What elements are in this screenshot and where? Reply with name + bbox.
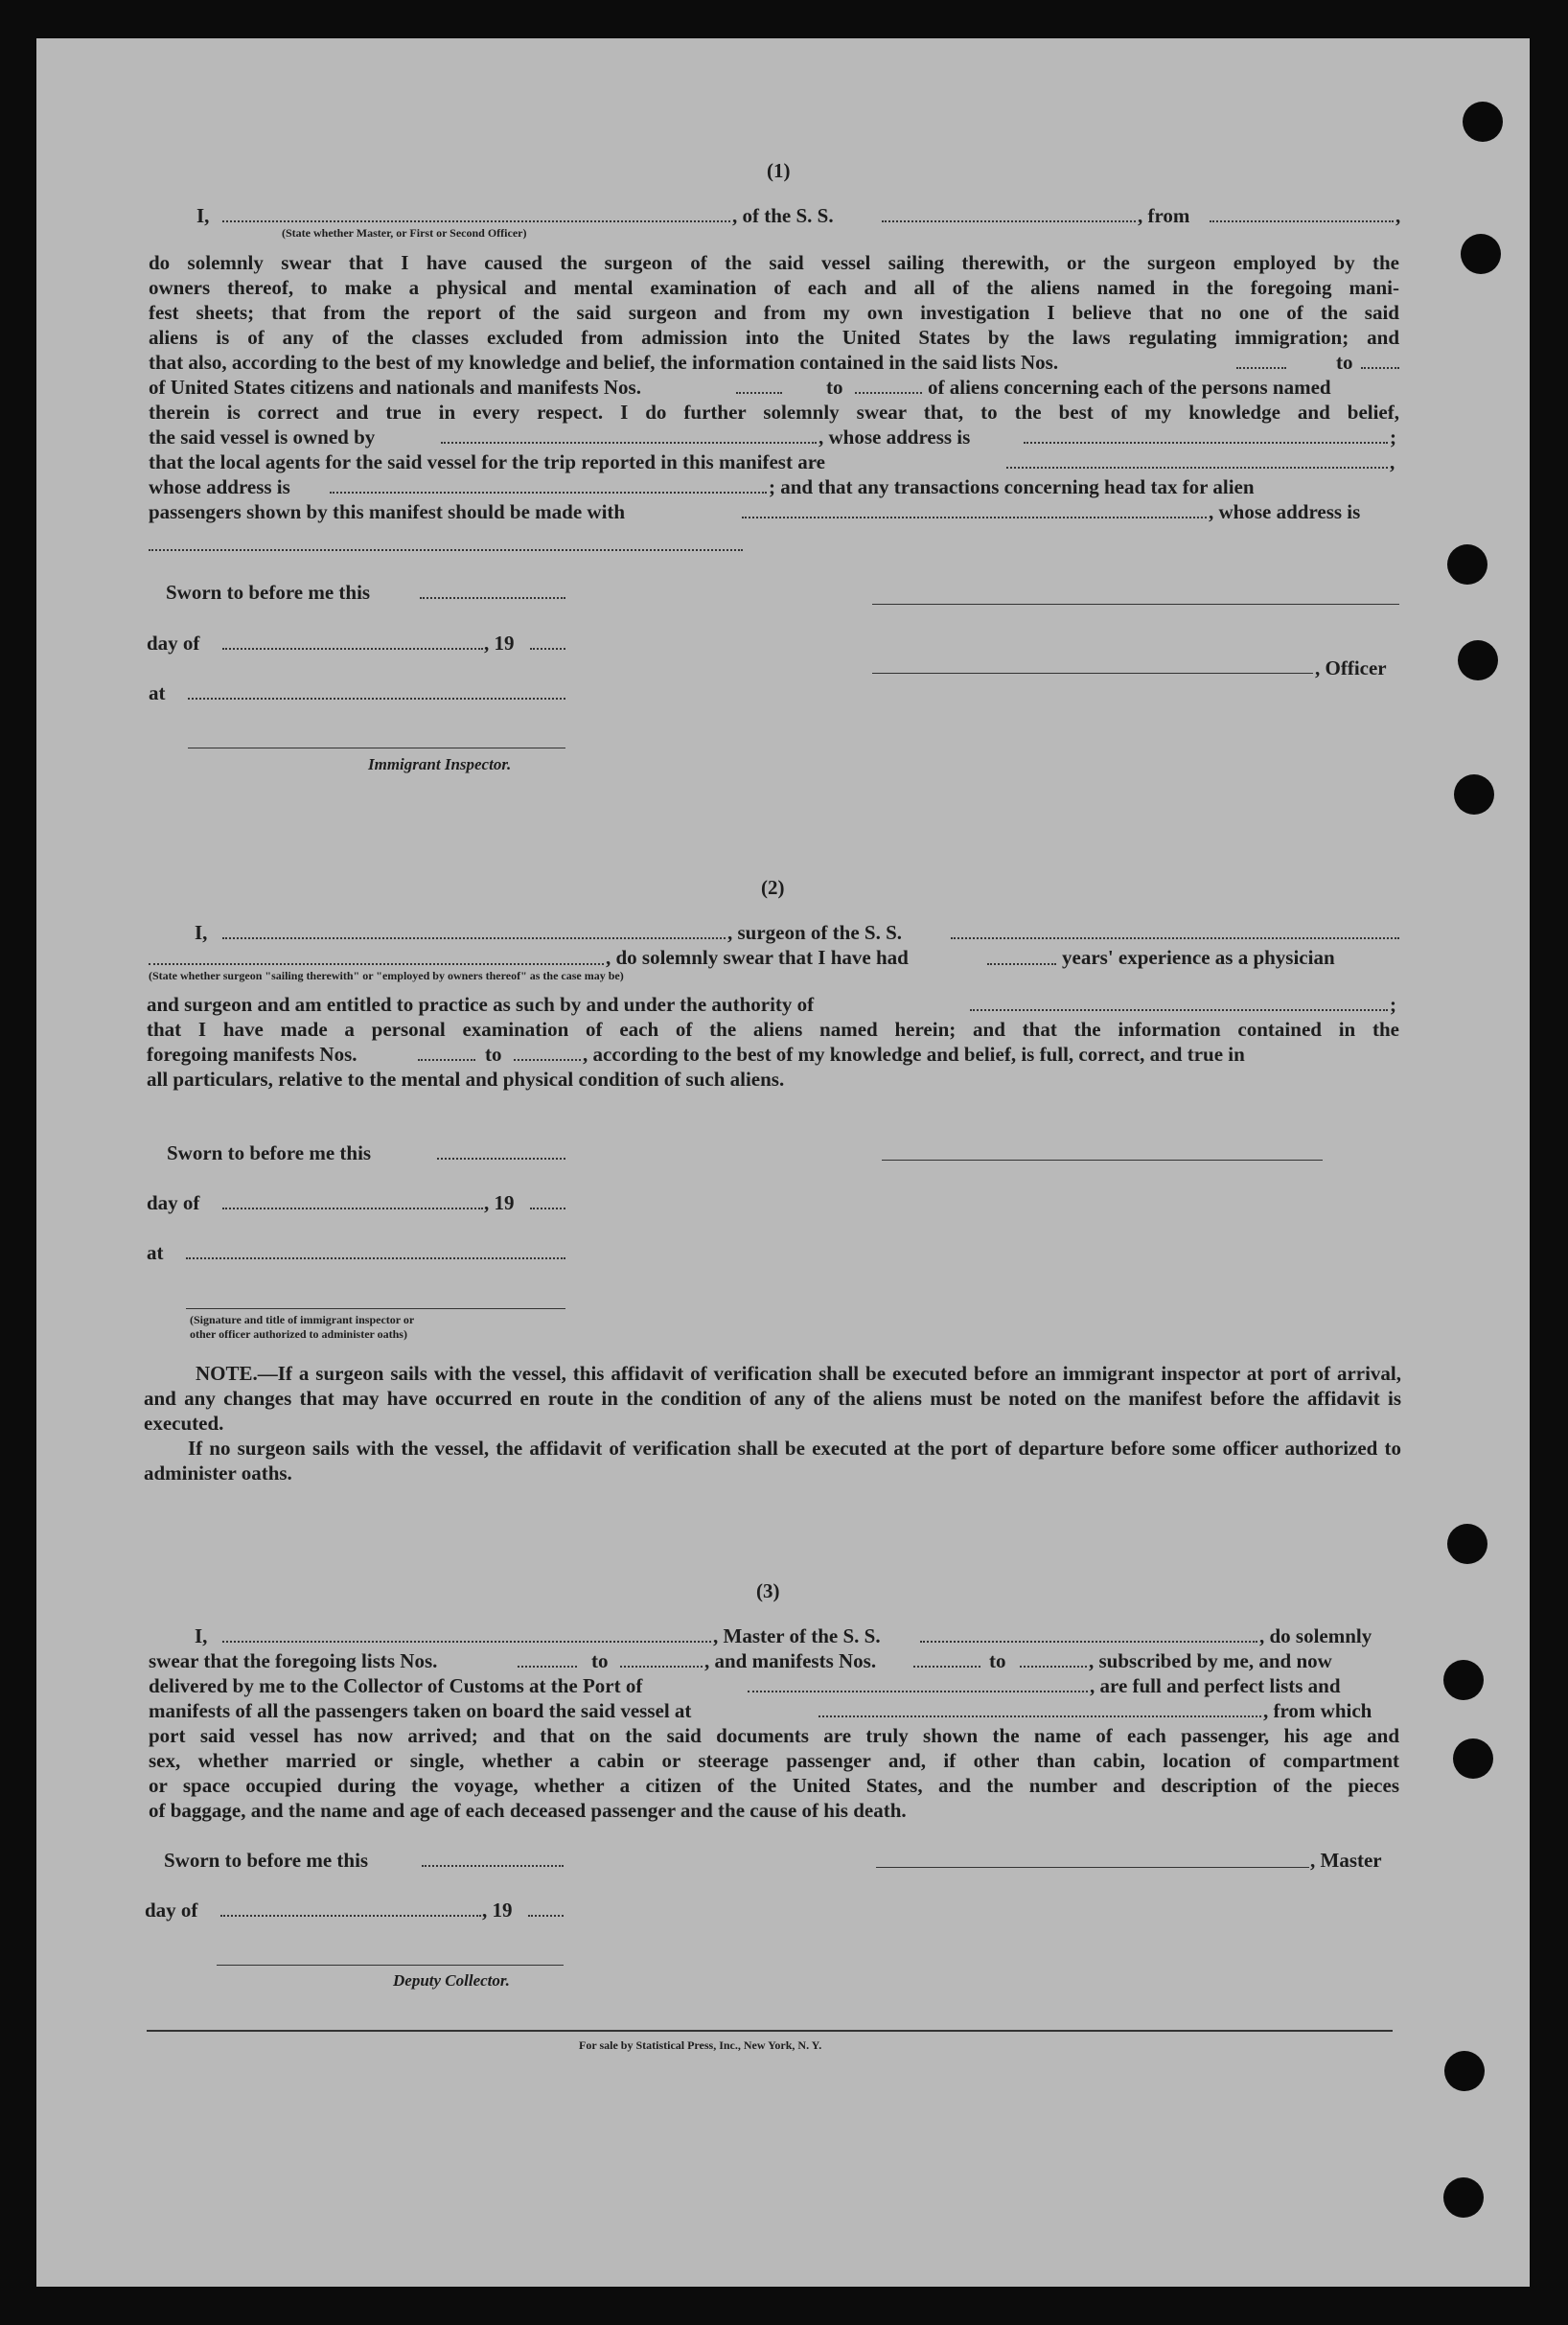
s1-owner-address-blank bbox=[1024, 442, 1388, 444]
s1-line-passengers-end: , whose address is bbox=[1209, 500, 1361, 523]
s3-lists-to-blank bbox=[620, 1666, 703, 1668]
s1-lists-from-blank bbox=[1236, 367, 1286, 369]
s1-sworn: Sworn to before me this bbox=[166, 581, 371, 604]
s3-line3-a: delivered by me to the Collector of Customs at the Port of bbox=[149, 1674, 643, 1697]
s3-line2-to1: to bbox=[591, 1649, 609, 1672]
s3-line-b: sex, whether married or single, whether a cabin or steerage passenger and, if other than cabin, location of compartment bbox=[149, 1749, 1399, 1772]
section-1-heading: (1) bbox=[767, 159, 791, 182]
punch-hole-8 bbox=[1453, 1738, 1493, 1779]
s1-line-c: fest sheets; that from the report of the said surgeon and from my own investigation I believe that no one of the said bbox=[149, 301, 1399, 324]
s1-agents-blank bbox=[1006, 467, 1388, 469]
s1-sworn-blank bbox=[420, 597, 565, 599]
s2-line1-i: I, bbox=[195, 921, 208, 944]
s1-line-lists: that also, according to the best of my knowledge and belief, the information contained in the said lists Nos. bbox=[149, 351, 1059, 374]
s1-line-passengers: passengers shown by this manifest should be made with bbox=[149, 500, 626, 523]
s3-sworn: Sworn to before me this bbox=[164, 1849, 369, 1872]
s2-inspector-line bbox=[186, 1308, 565, 1309]
s3-master: , Master bbox=[1310, 1849, 1382, 1872]
punch-hole-5 bbox=[1454, 774, 1494, 815]
s1-caption-master: (State whether Master, or First or Second Officer) bbox=[282, 226, 527, 240]
s2-manifests-from-blank bbox=[418, 1059, 475, 1061]
s1-line-owned-end: ; bbox=[1390, 426, 1396, 449]
s3-manifests-to-blank bbox=[1020, 1666, 1087, 1668]
s3-line2-a: swear that the foregoing lists Nos. bbox=[149, 1649, 438, 1672]
s1-line-d: aliens is of any of the classes excluded from admission into the United States by the laws regulating immigration; and bbox=[149, 326, 1399, 349]
s2-day-of: day of bbox=[147, 1191, 200, 1214]
s1-line-whose-end: ; and that any transactions concerning head tax for alien bbox=[769, 475, 1255, 498]
s1-line-agents: that the local agents for the said vessel for the trip reported in this manifest are bbox=[149, 450, 825, 473]
s1-lists-to-blank bbox=[1361, 367, 1399, 369]
s2-line6: all particulars, relative to the mental and physical condition of such aliens. bbox=[147, 1068, 785, 1091]
s2-year-blank bbox=[530, 1208, 565, 1209]
s3-line2-b: , and manifests Nos. bbox=[704, 1649, 877, 1672]
s2-signature-line bbox=[882, 1160, 1323, 1161]
s2-at-blank bbox=[186, 1257, 565, 1259]
s2-sworn-blank bbox=[437, 1158, 565, 1160]
s1-line1-i: I, bbox=[196, 204, 210, 227]
s1-agents-address-blank bbox=[330, 492, 767, 494]
s2-sailing-blank bbox=[149, 963, 604, 965]
s3-vessel-blank bbox=[920, 1641, 1257, 1643]
s3-line-c: or space occupied during the voyage, whether a citizen of the United States, and the number and description of the pieces bbox=[149, 1774, 1399, 1797]
s2-day-blank bbox=[222, 1208, 483, 1209]
s2-line4: that I have made a personal examination of each of the aliens named herein; and that the information contained in the bbox=[147, 1018, 1399, 1041]
s2-line2-years: years' experience as a physician bbox=[1062, 946, 1335, 969]
s3-day-blank bbox=[220, 1915, 481, 1917]
s1-line-lists-to: to bbox=[1336, 351, 1353, 374]
s1-owner-blank bbox=[441, 442, 817, 444]
s1-day-of: day of bbox=[147, 632, 200, 655]
s3-line2-to2: to bbox=[989, 1649, 1006, 1672]
s2-caption-sig-1: (Signature and title of immigrant inspector or bbox=[190, 1313, 415, 1326]
s3-line-a: port said vessel has now arrived; and that on the said documents are truly shown the name of each passenger, his age and bbox=[149, 1724, 1399, 1747]
s1-line1-comma: , bbox=[1395, 204, 1401, 227]
s3-line1-end: , do solemnly bbox=[1259, 1624, 1372, 1647]
s3-collector-line bbox=[217, 1965, 564, 1966]
s1-vessel-blank bbox=[882, 220, 1136, 222]
s3-line2-c: , subscribed by me, and now bbox=[1089, 1649, 1332, 1672]
s3-sworn-blank bbox=[422, 1865, 564, 1867]
s1-manifests-to-blank bbox=[855, 392, 922, 394]
s3-year-blank bbox=[528, 1915, 564, 1917]
s1-year: , 19 bbox=[484, 632, 515, 655]
s3-year: , 19 bbox=[482, 1899, 513, 1922]
s3-port-blank bbox=[748, 1691, 1088, 1692]
s1-day-blank bbox=[222, 648, 483, 650]
s2-line5-to: to bbox=[485, 1043, 502, 1066]
s2-manifests-to-blank bbox=[514, 1059, 581, 1061]
s2-note-1: NOTE.—If a surgeon sails with the vessel, this affidavit of verification shall be executed before an immigrant inspector at port of arrival, and any changes that may have occurred en route in the condition of any of the aliens must be noted on the manifest before the affidavit is executed. bbox=[144, 1362, 1401, 1435]
punch-hole-10 bbox=[1443, 2177, 1484, 2218]
s1-inspector: Immigrant Inspector. bbox=[368, 755, 512, 773]
s2-year: , 19 bbox=[484, 1191, 515, 1214]
s3-line3-b: , are full and perfect lists and bbox=[1090, 1674, 1341, 1697]
s1-officer-line bbox=[872, 673, 1313, 674]
s3-manifests-from-blank bbox=[913, 1666, 980, 1668]
s1-line-whose: whose address is bbox=[149, 475, 290, 498]
s2-line2-swear: , do solemnly swear that I have had bbox=[606, 946, 909, 969]
section-2-heading: (2) bbox=[761, 876, 785, 899]
s2-at: at bbox=[147, 1241, 164, 1264]
s2-years-blank bbox=[987, 963, 1056, 965]
s2-line5-a: foregoing manifests Nos. bbox=[147, 1043, 357, 1066]
s3-line4-b: , from which bbox=[1263, 1699, 1372, 1722]
s3-last-line: of baggage, and the name and age of each deceased passenger and the cause of his death. bbox=[149, 1799, 907, 1822]
s1-signature-line bbox=[872, 604, 1399, 605]
s3-line4-a: manifests of all the passengers taken on board the said vessel at bbox=[149, 1699, 692, 1722]
s1-at-blank bbox=[188, 698, 565, 700]
s1-line-a: do solemnly swear that I have caused the surgeon of the said vessel sailing therewith, or the surgeon employed by the bbox=[149, 251, 1399, 274]
s2-sworn: Sworn to before me this bbox=[167, 1141, 372, 1164]
s3-master-signature-line bbox=[876, 1867, 1309, 1868]
punch-hole-9 bbox=[1444, 2051, 1485, 2091]
s2-authority-blank bbox=[970, 1009, 1388, 1011]
punch-hole-2 bbox=[1461, 234, 1501, 274]
s2-caption-surgeon: (State whether surgeon "sailing therewith" or "employed by owners thereof" as the case may be) bbox=[149, 969, 624, 982]
s2-surgeon-name-blank bbox=[222, 937, 726, 939]
s1-line-citizens-to: to bbox=[826, 376, 843, 399]
s1-line-owned-addr: , whose address is bbox=[819, 426, 971, 449]
s2-line3: and surgeon and am entitled to practice as such by and under the authority of bbox=[147, 993, 815, 1016]
s1-officer: , Officer bbox=[1315, 656, 1387, 679]
s3-line1-master: , Master of the S. S. bbox=[713, 1624, 881, 1647]
s1-headtax-blank bbox=[742, 517, 1207, 518]
s3-master-name-blank bbox=[222, 1641, 711, 1643]
punch-hole-1 bbox=[1463, 102, 1503, 142]
s1-at: at bbox=[149, 681, 166, 704]
s2-note-2: If no surgeon sails with the vessel, the affidavit of verification shall be executed at the port of departure before some officer authorized to administer oaths. bbox=[144, 1437, 1401, 1485]
section-3-heading: (3) bbox=[756, 1579, 780, 1602]
s1-line-therein: therein is correct and true in every respect. I do further solemnly swear that, to the best of my knowledge and belief, bbox=[149, 401, 1399, 424]
s1-line-b: owners thereof, to make a physical and mental examination of each and all of the aliens named in the foregoing mani- bbox=[149, 276, 1399, 299]
punch-hole-7 bbox=[1443, 1660, 1484, 1700]
s2-line3-end: ; bbox=[1390, 993, 1396, 1016]
punch-hole-4 bbox=[1458, 640, 1498, 680]
s1-headtax-address-blank bbox=[149, 549, 743, 551]
s1-line1-from: , from bbox=[1138, 204, 1190, 227]
s3-line1-i: I, bbox=[195, 1624, 208, 1647]
s3-lists-from-blank bbox=[518, 1666, 577, 1668]
s1-line-citizens-end: of aliens concerning each of the persons named bbox=[928, 376, 1331, 399]
s1-line-agents-end: , bbox=[1390, 450, 1395, 473]
footer-printer: For sale by Statistical Press, Inc., New York, N. Y. bbox=[579, 2038, 822, 2052]
s1-line-citizens: of United States citizens and nationals and manifests Nos. bbox=[149, 376, 641, 399]
punch-hole-6 bbox=[1447, 1524, 1487, 1564]
s1-line1-of-ss: , of the S. S. bbox=[732, 204, 834, 227]
s1-from-blank bbox=[1210, 220, 1394, 222]
punch-hole-3 bbox=[1447, 544, 1487, 585]
s3-day-of: day of bbox=[145, 1899, 198, 1922]
s2-line1-surgeon: , surgeon of the S. S. bbox=[727, 921, 903, 944]
s3-collector: Deputy Collector. bbox=[393, 1971, 510, 1990]
footer-rule bbox=[147, 2030, 1393, 2032]
s1-line-owned: the said vessel is owned by bbox=[149, 426, 376, 449]
s1-year-blank bbox=[530, 648, 565, 650]
s2-line5-b: , according to the best of my knowledge and belief, is full, correct, and true in bbox=[583, 1043, 1245, 1066]
s3-taken-at-blank bbox=[819, 1715, 1261, 1717]
s1-officer-blank bbox=[222, 220, 730, 222]
s2-vessel-blank bbox=[951, 937, 1399, 939]
s1-manifests-from-blank bbox=[736, 392, 782, 394]
s2-caption-sig-2: other officer authorized to administer oaths) bbox=[190, 1327, 407, 1341]
